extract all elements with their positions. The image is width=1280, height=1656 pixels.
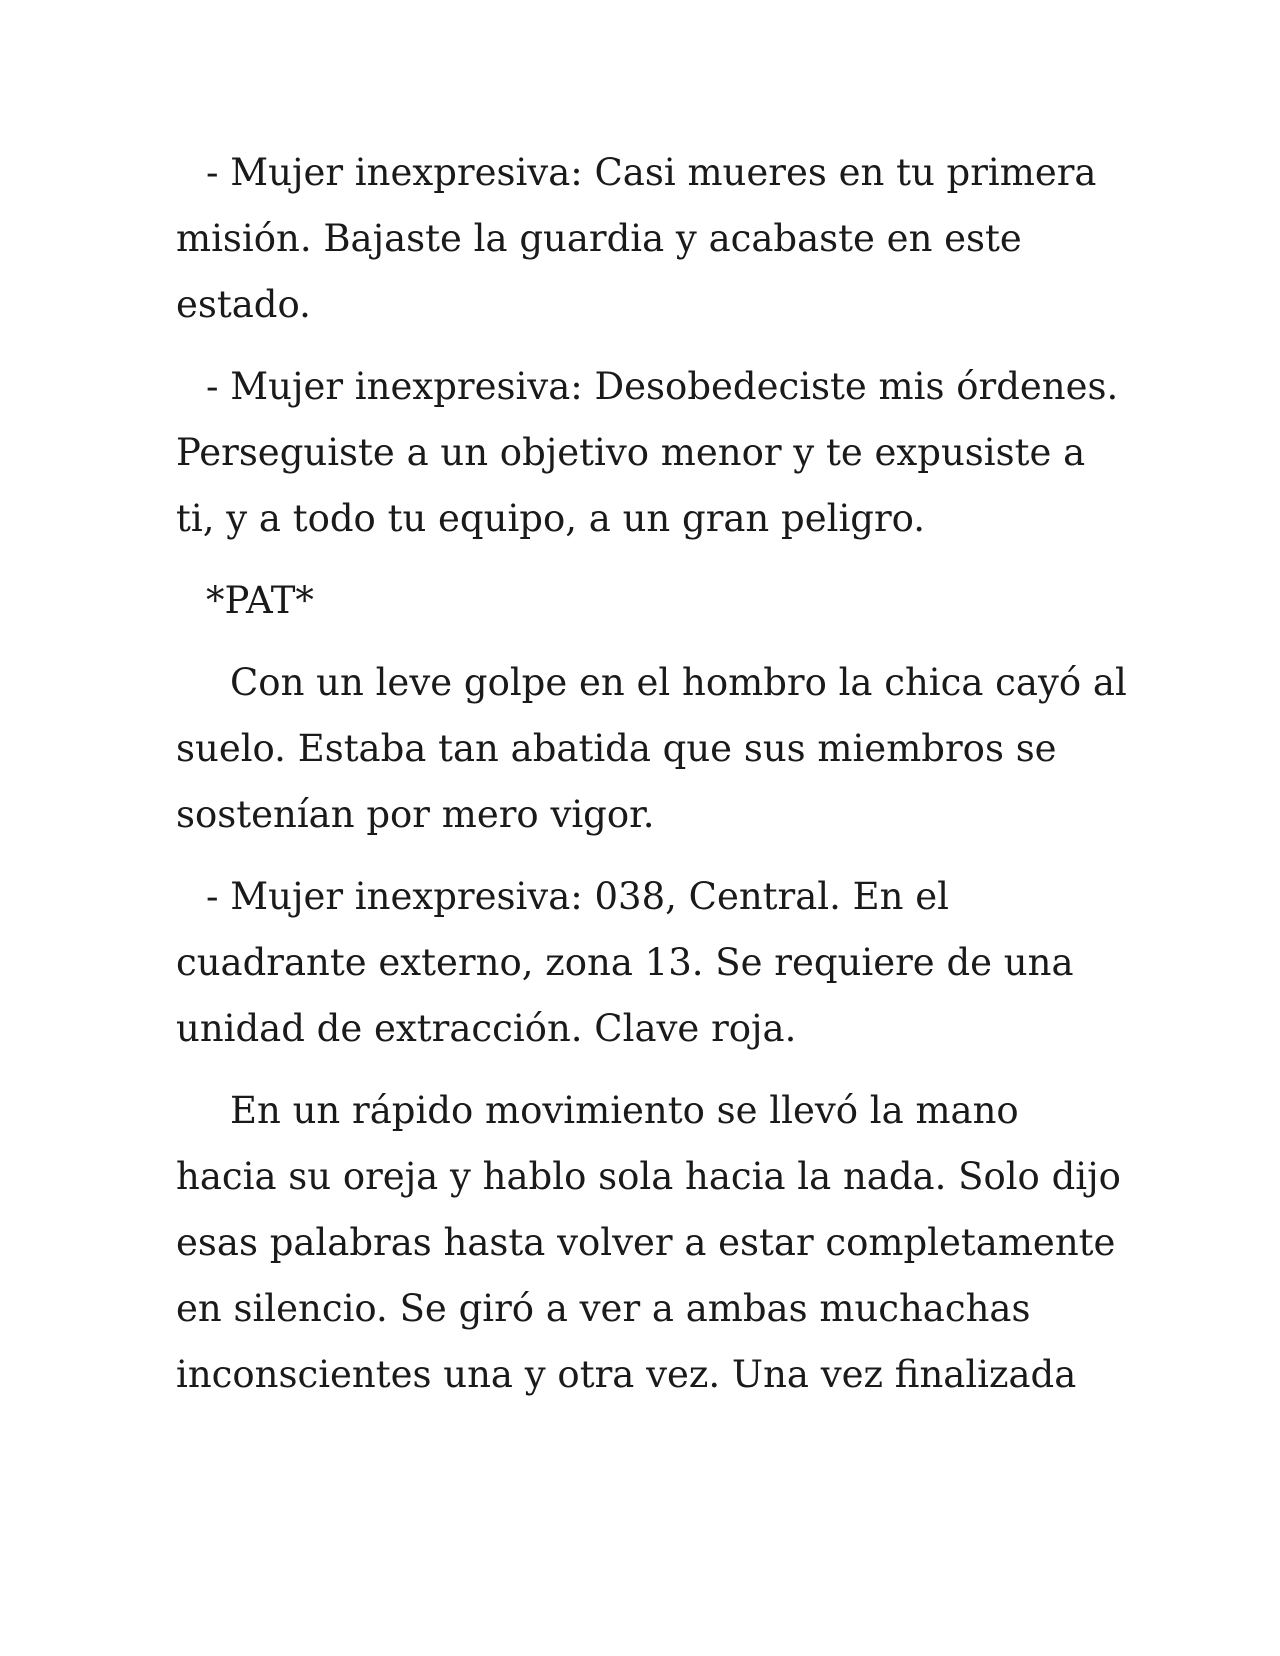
text-line: en silencio. Se giró a ver a ambas muchachas	[176, 1287, 1031, 1330]
paragraph-narration-2	[176, 1078, 1121, 1408]
text-line: - Mujer inexpresiva: Desobedeciste mis órdenes.	[206, 365, 1119, 408]
text-line: - Mujer inexpresiva: 038, Central. En el	[206, 875, 949, 918]
text-line: Perseguiste a un objetivo menor y te expusiste a	[176, 431, 1086, 474]
paragraph-dialogue-3	[176, 864, 1106, 1062]
text-line: estado.	[176, 283, 311, 326]
text-line: esas palabras hasta volver a estar completamente	[176, 1221, 1116, 1264]
paragraph-dialogue-2	[176, 354, 1119, 552]
text-line: unidad de extracción. Clave roja.	[176, 1007, 797, 1050]
text-line: cuadrante externo, zona 13. Se requiere de una	[176, 941, 1074, 984]
text-line: En un rápido movimiento se llevó la mano	[230, 1089, 1019, 1132]
body-text	[176, 140, 1127, 1424]
paragraph-narration-1	[176, 650, 1127, 848]
text-line: misión. Bajaste la guardia y acabaste en este	[176, 217, 1022, 260]
paragraph-dialogue-1	[176, 140, 1106, 338]
text-line: sostenían por mero vigor.	[176, 793, 655, 836]
text-line: *PAT*	[206, 579, 314, 622]
text-line: Con un leve golpe en el hombro la chica cayó al	[230, 661, 1127, 704]
paragraph-sound-effect	[176, 568, 1106, 634]
text-line: inconscientes una y otra vez. Una vez finalizada	[176, 1353, 1077, 1396]
text-line: hacia su oreja y hablo sola hacia la nada. Solo dijo	[176, 1155, 1121, 1198]
text-line: ti, y a todo tu equipo, a un gran peligro.	[176, 497, 926, 540]
text-line: - Mujer inexpresiva: Casi mueres en tu primera	[206, 151, 1097, 194]
text-line: suelo. Estaba tan abatida que sus miembros se	[176, 727, 1057, 770]
